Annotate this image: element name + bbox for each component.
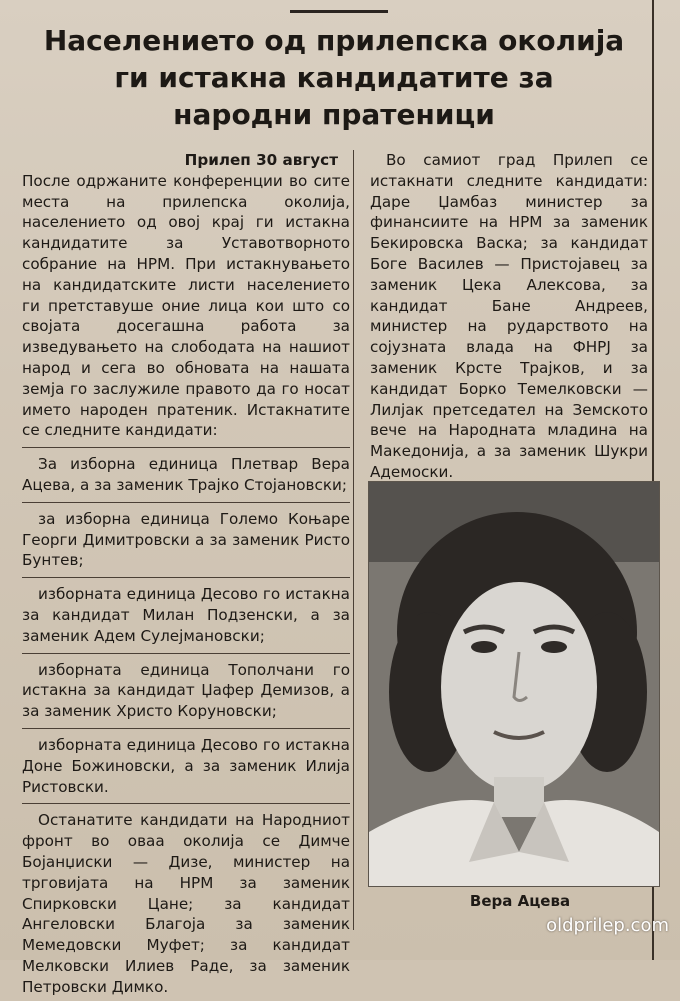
article-paragraph: изборната единица Десово го истакна Доне Божиновски, а за заменик Илија Ристовски. [22,735,350,796]
site-watermark: oldprilep.com [546,915,669,936]
paragraph-divider [22,577,350,578]
headline-line-2: ги истакна кандидатите за [114,61,554,94]
article-paragraph: За изборна единица Плетвар Вера Ацева, а за заменик Трајко Стојановски; [22,455,350,494]
article-paragraph: Во самиот град Прилеп се истакнати следните кандидати: Даре Џамбаз министер за финансиите на НРМ за заменик Бекировска Васка; за кандидат Боге Василев — Пристојавец за заменик Цека Алексова, за кандидат Бане Андреев, министер на рударството на сојузната влада на ФНРЈ за заменик Крсте Трајков, и за кандидат Борко Темелковски — Лилјак претседател на Земското вече на Народната младина на Македонија, а за заменик Шукри Адемоски. [370,151,648,481]
paragraph-divider [22,728,350,729]
right-column [370,150,648,487]
paragraph-divider [22,502,350,503]
headline-line-1: Населението од прилепска околија [43,24,625,57]
left-column [22,150,350,1001]
column-divider [353,150,354,930]
top-rule [290,10,388,13]
headline-line-3: народни пратеници [173,98,495,131]
headline [20,22,648,133]
paragraph-divider [22,653,350,654]
article-paragraph: После одржаните конференции во сите места на прилепска околија, населението од овој крај ги истакна кандидатите за Уставотворното собрание на НРМ. При истакнувањето на кандидатските листи населението ги претставуше оние лица кои што со својата досегашна работа за изведувањето на слободата на нашиот народ и сега во обновата на нашата земја го заслужиле правото да го носат името народен пратеник. Истакнатите се следните кандидати: [22,171,350,440]
portrait-image [369,482,659,886]
paragraph-divider [22,803,350,804]
article-paragraph: за изборна единица Големо Коњаре Георги Димитровски а за заменик Ристо Бунтев; [22,509,350,570]
portrait-photo [368,481,660,887]
photo-caption: Вера Ацева [469,892,571,910]
article-paragraph: Останатите кандидати на Народниот фронт во оваа околија се Димче Бојанџиски — Дизе, министер на трговијата на НРМ за заменик Спирковски Цане; за кандидат Ангеловски Благоја за заменик Мемедовски Муфет; за кандидат Мелковски Илиев Раде, за заменик Петровски Димко. [22,811,350,996]
paragraph-divider [22,447,350,448]
dateline: Прилеп 30 август [184,151,338,169]
article-paragraph: изборната единица Тополчани го истакна за кандидат Џафер Демизов, а за заменик Христо Коруновски; [22,660,350,721]
article-paragraph: изборната единица Десово го истакна за кандидат Милан Подзенски, а за заменик Адем Сулејмановски; [22,585,350,645]
